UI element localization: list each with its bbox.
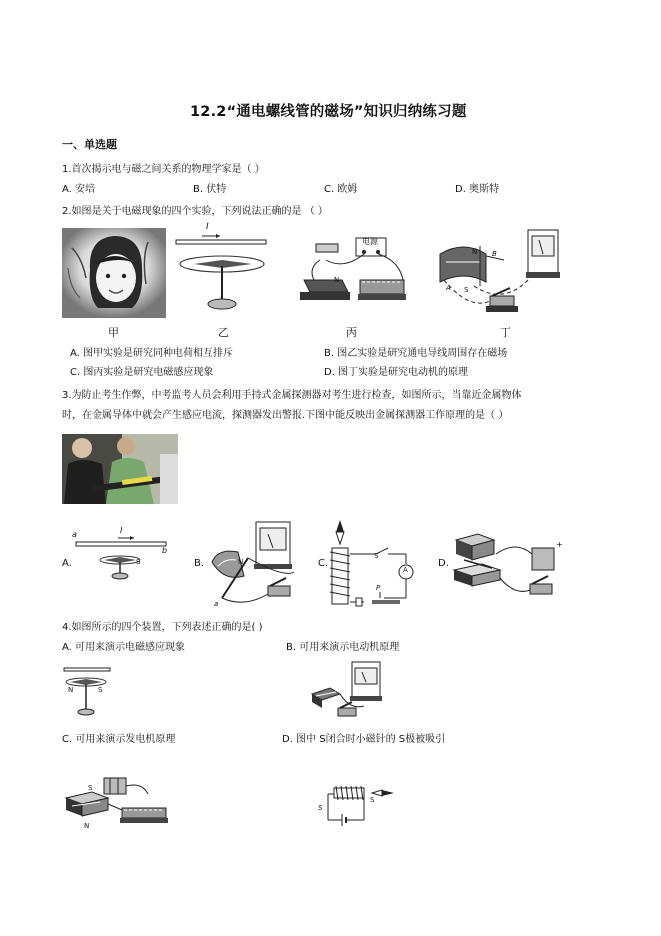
q4a-n-label: N [68, 686, 74, 694]
q4-option-b[interactable]: B. 可用来演示电动机原理 [286, 642, 400, 653]
q1-option-d[interactable]: D. 奥斯特 [455, 184, 500, 195]
q4-option-a[interactable]: A. 可用来演示电磁感应现象 [62, 642, 186, 653]
fig-yi-current-label: I [206, 222, 209, 232]
q4-option-d-figure [318, 782, 408, 830]
q3b-a-label: a [214, 600, 219, 608]
q4c-s-label: S [88, 784, 93, 792]
question-3-stem-line2: 时，在金属导体中就会产生感应电流，探测器发出警报.下图中能反映出金属探测器工作原理的是（ ） [62, 410, 509, 421]
q3a-a-label: a [72, 530, 77, 539]
metal-detector-photo [62, 434, 178, 504]
q1-option-a[interactable]: A. 安培 [62, 184, 96, 195]
question-2-stem: 2.如图是关于电磁现象的四个实验，下列说法正确的是 （ ） [62, 206, 328, 217]
page-title: 12.2“通电螺线管的磁场”知识归纳练习题 [190, 104, 467, 120]
q3-option-a-figure [72, 526, 170, 580]
figure-ding-generator [434, 226, 566, 318]
fig-bing-n-label: N [334, 276, 340, 284]
fig-ding-b-label: B [492, 250, 497, 258]
fig-ding-s-label: S [464, 286, 469, 294]
q4-option-d[interactable]: D. 图中 S闭合时小磁针的 S极被吸引 [282, 734, 446, 745]
question-4-stem: 4.如图所示的四个装置，下列表述正确的是( ) [62, 622, 263, 633]
q3a-s-label: S [136, 558, 141, 566]
q1-option-b[interactable]: B. 伏特 [193, 184, 227, 195]
q3-option-c-label[interactable]: C. [318, 558, 329, 569]
q3a-b-label: b [162, 546, 168, 555]
q3c-s-label: S [374, 552, 379, 560]
figure-jia-photo [62, 228, 166, 318]
q2-option-d[interactable]: D. 图丁实验是研究电动机的原理 [324, 367, 469, 378]
q4d-needle-s-label: S [370, 796, 375, 804]
q2-option-b[interactable]: B. 图乙实验是研究通电导线周围存在磁场 [324, 348, 508, 359]
figure-label-bing: 丙 [346, 326, 357, 339]
q3c-p-label: P [376, 584, 381, 592]
figure-label-jia: 甲 [108, 326, 119, 339]
q3-option-b-figure [204, 518, 304, 610]
fig-bing-power-label: 电源 [362, 237, 378, 246]
fig-ding-a-label: A [446, 284, 451, 292]
q2-option-c[interactable]: C. 图丙实验是研究电磁感应现象 [70, 367, 214, 378]
q2-option-a[interactable]: A. 图甲实验是研究同种电荷相互排斥 [70, 348, 234, 359]
section-heading: 一、单选题 [62, 138, 117, 151]
q3-option-c-figure [326, 518, 422, 610]
q3-option-a-label[interactable]: A. [62, 558, 72, 569]
fig-ding-n-label: N [472, 248, 478, 256]
figure-yi-oersted [172, 222, 272, 315]
q3b-n-label: N [238, 558, 244, 566]
q4-option-b-figure [310, 660, 390, 722]
q1-option-c[interactable]: C. 欧姆 [324, 184, 358, 195]
question-1-stem: 1.首次揭示电与磁之间关系的物理学家是（ ） [62, 164, 265, 175]
q4-option-c[interactable]: C. 可用来演示发电机原理 [62, 734, 176, 745]
figure-bing-induction [294, 230, 418, 316]
q4d-s-label: S [318, 804, 323, 812]
q4-option-a-figure [62, 662, 112, 720]
q3-option-d-figure [448, 530, 566, 608]
q3-option-b-label[interactable]: B. [194, 558, 205, 569]
q4a-s-label: S [98, 686, 103, 694]
question-3-stem-line1: 3.为防止考生作弊，中考监考人员会利用手持式金属探测器对考生进行检查，如图所示，当靠近金属物体 [62, 390, 522, 401]
figure-label-yi: 乙 [218, 326, 229, 339]
q4c-n-label: N [84, 822, 90, 830]
q3d-plus-label: + [556, 540, 563, 549]
figure-label-ding: 丁 [500, 326, 511, 339]
q3-option-d-label[interactable]: D. [438, 558, 449, 569]
q3c-meter-label: A [403, 566, 408, 574]
q3a-i-label: I [120, 526, 123, 535]
q4-option-c-figure [62, 774, 172, 834]
